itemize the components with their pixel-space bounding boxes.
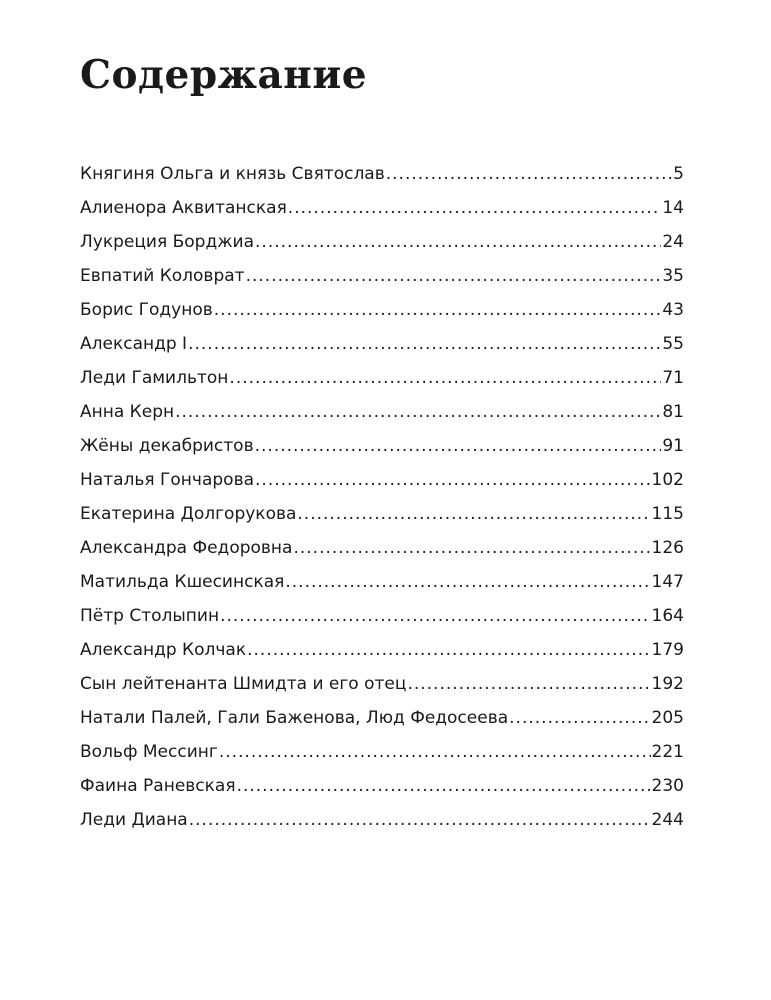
- toc-entry-page: 91: [662, 436, 684, 456]
- toc-entry-page: 81: [662, 402, 684, 422]
- toc-entry: [80, 164, 684, 198]
- toc-entry-title: Натали Палей, Гали Баженова, Люд Федосеева: [80, 708, 509, 728]
- toc-entry-title: Александр I: [80, 334, 188, 354]
- toc-entry-title: Вольф Мессинг: [80, 742, 218, 762]
- toc-entry-title: Княгиня Ольга и князь Святослав: [80, 164, 385, 184]
- dot-leader: [386, 164, 672, 184]
- dot-leader: [237, 776, 651, 796]
- toc-entry-page: 230: [651, 776, 684, 796]
- dot-leader: [407, 674, 650, 694]
- toc-entry-title: Леди Диана: [80, 810, 188, 830]
- toc-entry-page: 192: [651, 674, 684, 694]
- document-page: [80, 0, 684, 1000]
- toc-entry-title: Жёны декабристов: [80, 436, 254, 456]
- dot-leader: [229, 368, 661, 388]
- toc-entry-title: Борис Годунов: [80, 300, 213, 320]
- toc-entry: [80, 606, 684, 640]
- toc-entry: [80, 776, 684, 810]
- dot-leader: [285, 572, 650, 592]
- toc-entry: [80, 368, 684, 402]
- toc-entry-page: 221: [651, 742, 684, 762]
- toc-entry: [80, 266, 684, 300]
- toc-entry-title: Александра Федоровна: [80, 538, 293, 558]
- dot-leader: [255, 232, 661, 252]
- toc-entry: [80, 640, 684, 674]
- toc-entry-page: 205: [651, 708, 684, 728]
- dot-leader: [188, 334, 661, 354]
- dot-leader: [220, 606, 650, 626]
- toc-entry: [80, 232, 684, 266]
- dot-leader: [288, 198, 662, 218]
- toc-entry-title: Алиенора Аквитанская: [80, 198, 287, 218]
- toc-entry-title: Екатерина Долгорукова: [80, 504, 297, 524]
- toc-entry-title: Леди Гамильтон: [80, 368, 229, 388]
- toc-entry: [80, 572, 684, 606]
- toc-entry: [80, 470, 684, 504]
- toc-entry: [80, 538, 684, 572]
- toc-entry: [80, 300, 684, 334]
- toc-entry-page: 24: [662, 232, 684, 252]
- toc-entry-page: 35: [662, 266, 684, 286]
- toc-entry-title: Анна Керн: [80, 402, 175, 422]
- toc-entry-title: Александр Колчак: [80, 640, 247, 660]
- dot-leader: [246, 266, 662, 286]
- toc-entry-page: 55: [662, 334, 684, 354]
- toc-entry-page: 179: [651, 640, 684, 660]
- dot-leader: [214, 300, 662, 320]
- toc-entry-title: Наталья Гончарова: [80, 470, 255, 490]
- toc-entry-title: Фаина Раневская: [80, 776, 236, 796]
- toc-entry-page: 71: [662, 368, 684, 388]
- toc-entry-page: 244: [651, 810, 684, 830]
- toc-entry: [80, 198, 684, 232]
- dot-leader: [297, 504, 650, 524]
- toc-entry: [80, 504, 684, 538]
- toc-entry-page: 5: [673, 164, 684, 184]
- toc-entry-page: 147: [651, 572, 684, 592]
- dot-leader: [509, 708, 650, 728]
- dot-leader: [219, 742, 651, 762]
- toc-entry-title: Евпатий Коловрат: [80, 266, 245, 286]
- toc-entry-title: Сын лейтенанта Шмидта и его отец: [80, 674, 407, 694]
- page-title: Содержание: [80, 52, 368, 98]
- toc-entry-page: 164: [651, 606, 684, 626]
- toc-entry: [80, 810, 684, 844]
- toc-entry: [80, 742, 684, 776]
- dot-leader: [175, 402, 661, 422]
- toc-entry: [80, 402, 684, 436]
- toc-entry-title: Пётр Столыпин: [80, 606, 220, 626]
- toc-entry: [80, 334, 684, 368]
- toc-entry: [80, 674, 684, 708]
- table-of-contents: [80, 164, 684, 844]
- dot-leader: [255, 436, 662, 456]
- toc-entry-page: 14: [662, 198, 684, 218]
- toc-entry-title: Лукреция Борджиа: [80, 232, 255, 252]
- toc-entry-page: 102: [651, 470, 684, 490]
- toc-entry-title: Матильда Кшесинская: [80, 572, 285, 592]
- dot-leader: [293, 538, 650, 558]
- toc-entry: [80, 436, 684, 470]
- toc-entry-page: 43: [662, 300, 684, 320]
- toc-entry-page: 126: [651, 538, 684, 558]
- dot-leader: [189, 810, 651, 830]
- toc-entry: [80, 708, 684, 742]
- toc-entry-page: 115: [651, 504, 684, 524]
- dot-leader: [255, 470, 651, 490]
- dot-leader: [247, 640, 650, 660]
